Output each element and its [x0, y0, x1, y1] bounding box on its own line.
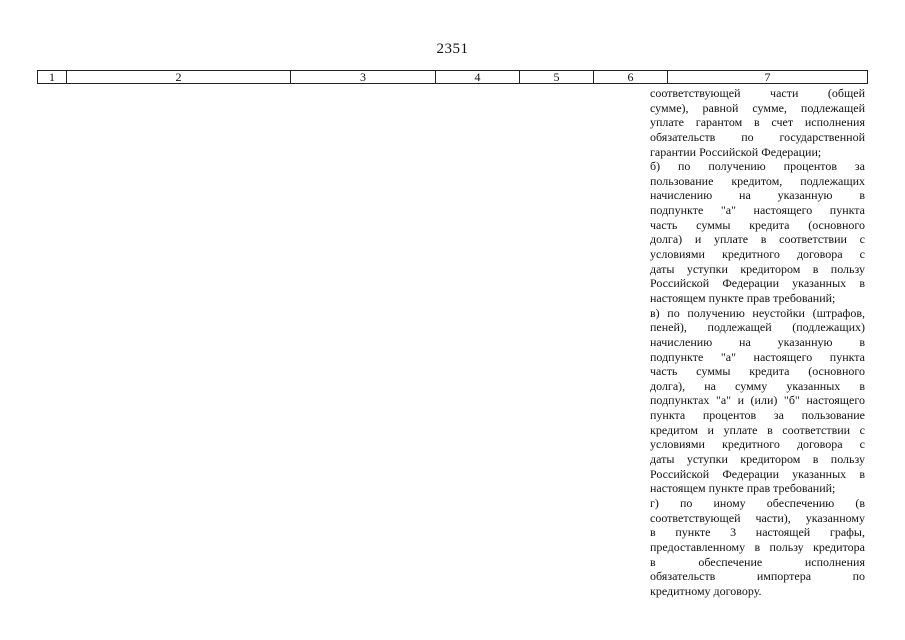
- text-line: даты уступки кредитором в пользу: [650, 452, 865, 467]
- text-line: обязательств по государственной: [650, 129, 865, 144]
- text-line: Российской Федерации указанных в: [650, 466, 865, 481]
- column-number-header: [37, 70, 868, 84]
- header-row: [38, 71, 868, 84]
- text-line: часть суммы кредита (основного: [650, 217, 865, 232]
- header-cell-4: 4: [436, 71, 520, 84]
- text-line: сумме), равной сумме, подлежащей: [650, 100, 865, 115]
- text-line: обязательств импортера по: [650, 569, 865, 584]
- text-line: условиями кредитного договора с: [650, 247, 865, 262]
- text-line: гарантии Российской Федерации;: [650, 144, 822, 159]
- text-line: в) по получению неустойки (штрафов,: [650, 305, 865, 320]
- text-line: условиями кредитного договора с: [650, 437, 865, 452]
- text-line: долга) и уплате в соответствии с: [650, 232, 865, 247]
- text-line: пеней), подлежащей (подлежащих): [650, 320, 865, 335]
- text-line: соответствующей части (общей: [650, 86, 865, 100]
- header-cell-5: 5: [520, 71, 594, 84]
- text-line: пункта процентов за пользование: [650, 408, 865, 423]
- text-line: подпунктах "а" и (или) "б" настоящего: [650, 393, 865, 408]
- text-line: б) по получению процентов за: [650, 159, 865, 174]
- text-line: в пункте 3 настоящей графы,: [650, 525, 865, 540]
- text-line: подпункте "а" настоящего пункта: [650, 349, 865, 364]
- text-line: в обеспечение исполнения: [650, 554, 865, 569]
- text-line: подпункте "а" настоящего пункта: [650, 203, 865, 218]
- text-line: уплате гарантом в счет исполнения: [650, 115, 865, 130]
- text-line: кредитному договору.: [650, 583, 762, 598]
- header-cell-1: 1: [38, 71, 67, 84]
- text-line: Российской Федерации указанных в: [650, 276, 865, 291]
- header-cell-3: 3: [291, 71, 436, 84]
- text-line: соответствующей части), указанному: [650, 510, 865, 525]
- text-line: начислению на указанную в: [650, 334, 865, 349]
- text-line: настоящем пункте прав требований;: [650, 290, 836, 305]
- text-line: часть суммы кредита (основного: [650, 364, 865, 379]
- header-cell-6: 6: [594, 71, 668, 84]
- text-line: кредитом и уплате в соответствии с: [650, 422, 865, 437]
- text-line: даты уступки кредитором в пользу: [650, 261, 865, 276]
- header-cell-7: 7: [668, 71, 868, 84]
- page-number: 2351: [436, 41, 469, 57]
- text-line: долга), на сумму указанных в: [650, 378, 865, 393]
- text-line: пользование кредитом, подлежащих: [650, 173, 865, 188]
- text-line: предоставленному в пользу кредитора: [650, 539, 865, 554]
- header-cell-2: 2: [67, 71, 291, 84]
- text-line: настоящем пункте прав требований;: [650, 481, 836, 496]
- text-line: г) по иному обеспечению (в: [650, 495, 865, 510]
- column-7-text: [650, 86, 865, 598]
- text-line: начислению на указанную в: [650, 188, 865, 203]
